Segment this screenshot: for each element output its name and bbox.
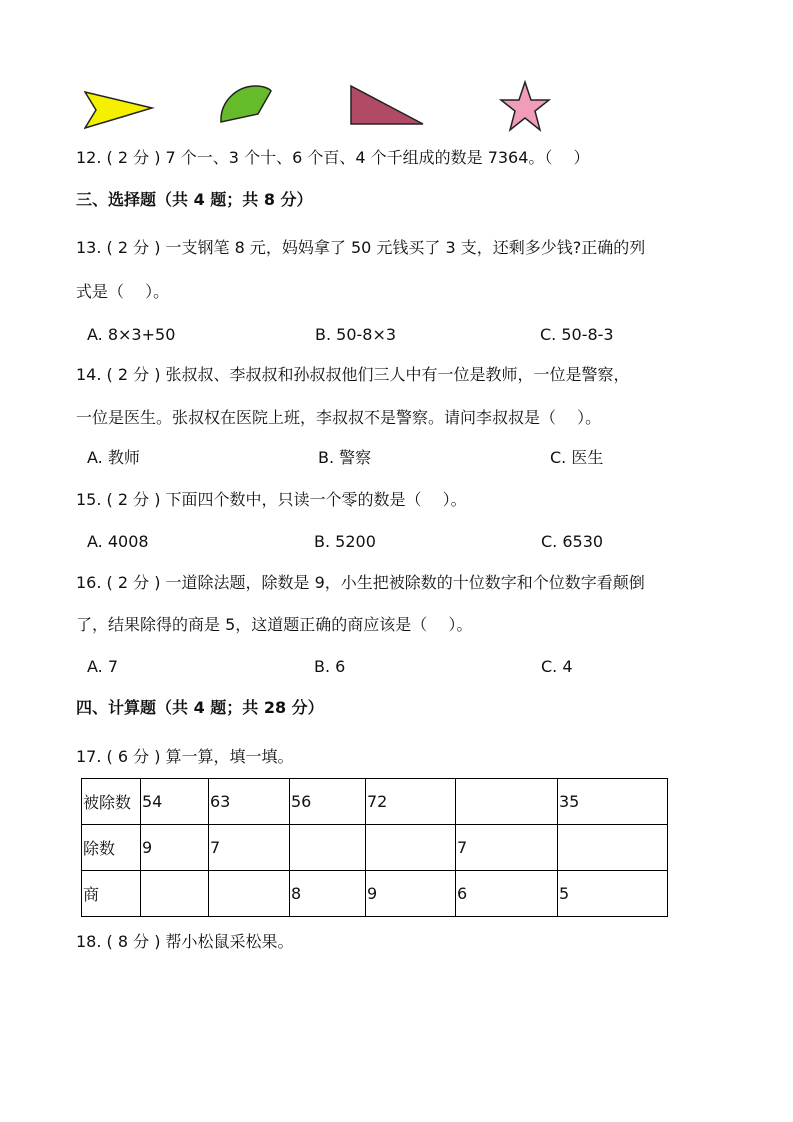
table-cell: 9 bbox=[141, 825, 209, 871]
question-12: 12. ( 2 分 ) 7 个一、3 个十、6 个百、4 个千组成的数是 7364。（ ） bbox=[76, 148, 590, 167]
option-b: B. 50-8×3 bbox=[315, 325, 397, 344]
option-c: C. 4 bbox=[541, 657, 573, 676]
division-table bbox=[81, 778, 668, 917]
table-cell: 63 bbox=[209, 779, 290, 825]
question-14-line2: 一位是医生。张叔权在医院上班，李叔叔不是警察。请问李叔叔是（ ）。 bbox=[76, 408, 602, 427]
section-3-heading: 三、选择题（共 4 题；共 8 分） bbox=[76, 190, 313, 209]
table-cell[interactable] bbox=[366, 825, 456, 871]
option-b: B. 警察 bbox=[318, 448, 372, 467]
question-14-line1: 14. ( 2 分 ) 张叔叔、李叔叔和孙叔叔他们三人中有一位是教师，一位是警察， bbox=[76, 365, 630, 384]
option-a: A. 8×3+50 bbox=[87, 325, 176, 344]
arrow-shape bbox=[84, 90, 156, 132]
table-cell[interactable] bbox=[558, 825, 668, 871]
triangle-shape bbox=[348, 84, 426, 126]
table-cell: 被除数 bbox=[82, 779, 141, 825]
table-cell: 8 bbox=[290, 871, 366, 917]
question-13-line1: 13. ( 2 分 ) 一支钢笔 8 元，妈妈拿了 50 元钱买了 3 支，还剩多少钱?正确的列 bbox=[76, 238, 646, 257]
table-cell: 9 bbox=[366, 871, 456, 917]
table-row bbox=[82, 871, 668, 917]
table-cell: 35 bbox=[558, 779, 668, 825]
table-cell[interactable] bbox=[456, 779, 558, 825]
option-c: C. 6530 bbox=[541, 532, 604, 551]
star-shape bbox=[498, 80, 552, 132]
option-a: A. 教师 bbox=[87, 448, 140, 467]
option-b: B. 5200 bbox=[314, 532, 376, 551]
question-17: 17. ( 6 分 ) 算一算，填一填。 bbox=[76, 747, 294, 766]
table-cell[interactable] bbox=[209, 871, 290, 917]
question-16-line2: 了，结果除得的商是 5，这道题正确的商应该是（ ）。 bbox=[76, 615, 473, 634]
table-row bbox=[82, 825, 668, 871]
table-row bbox=[82, 779, 668, 825]
option-c: C. 医生 bbox=[550, 448, 604, 467]
table-cell: 6 bbox=[456, 871, 558, 917]
question-18: 18. ( 8 分 ) 帮小松鼠采松果。 bbox=[76, 932, 294, 951]
table-cell: 除数 bbox=[82, 825, 141, 871]
table-cell[interactable] bbox=[290, 825, 366, 871]
question-13-line2: 式是（ ）。 bbox=[76, 282, 170, 301]
question-16-line1: 16. ( 2 分 ) 一道除法题，除数是 9，小生把被除数的十位数字和个位数字看颠倒 bbox=[76, 573, 645, 592]
table-cell: 7 bbox=[209, 825, 290, 871]
option-c: C. 50-8-3 bbox=[540, 325, 614, 344]
option-a: A. 4008 bbox=[87, 532, 149, 551]
section-4-heading: 四、计算题（共 4 题；共 28 分） bbox=[76, 698, 324, 717]
table-cell: 56 bbox=[290, 779, 366, 825]
option-a: A. 7 bbox=[87, 657, 119, 676]
table-cell: 商 bbox=[82, 871, 141, 917]
option-b: B. 6 bbox=[314, 657, 346, 676]
table-cell: 7 bbox=[456, 825, 558, 871]
question-15: 15. ( 2 分 ) 下面四个数中，只读一个零的数是（ ）。 bbox=[76, 490, 467, 509]
table-cell: 72 bbox=[366, 779, 456, 825]
sector-shape bbox=[218, 84, 274, 126]
table-cell: 54 bbox=[141, 779, 209, 825]
table-cell[interactable] bbox=[141, 871, 209, 917]
table-cell: 5 bbox=[558, 871, 668, 917]
